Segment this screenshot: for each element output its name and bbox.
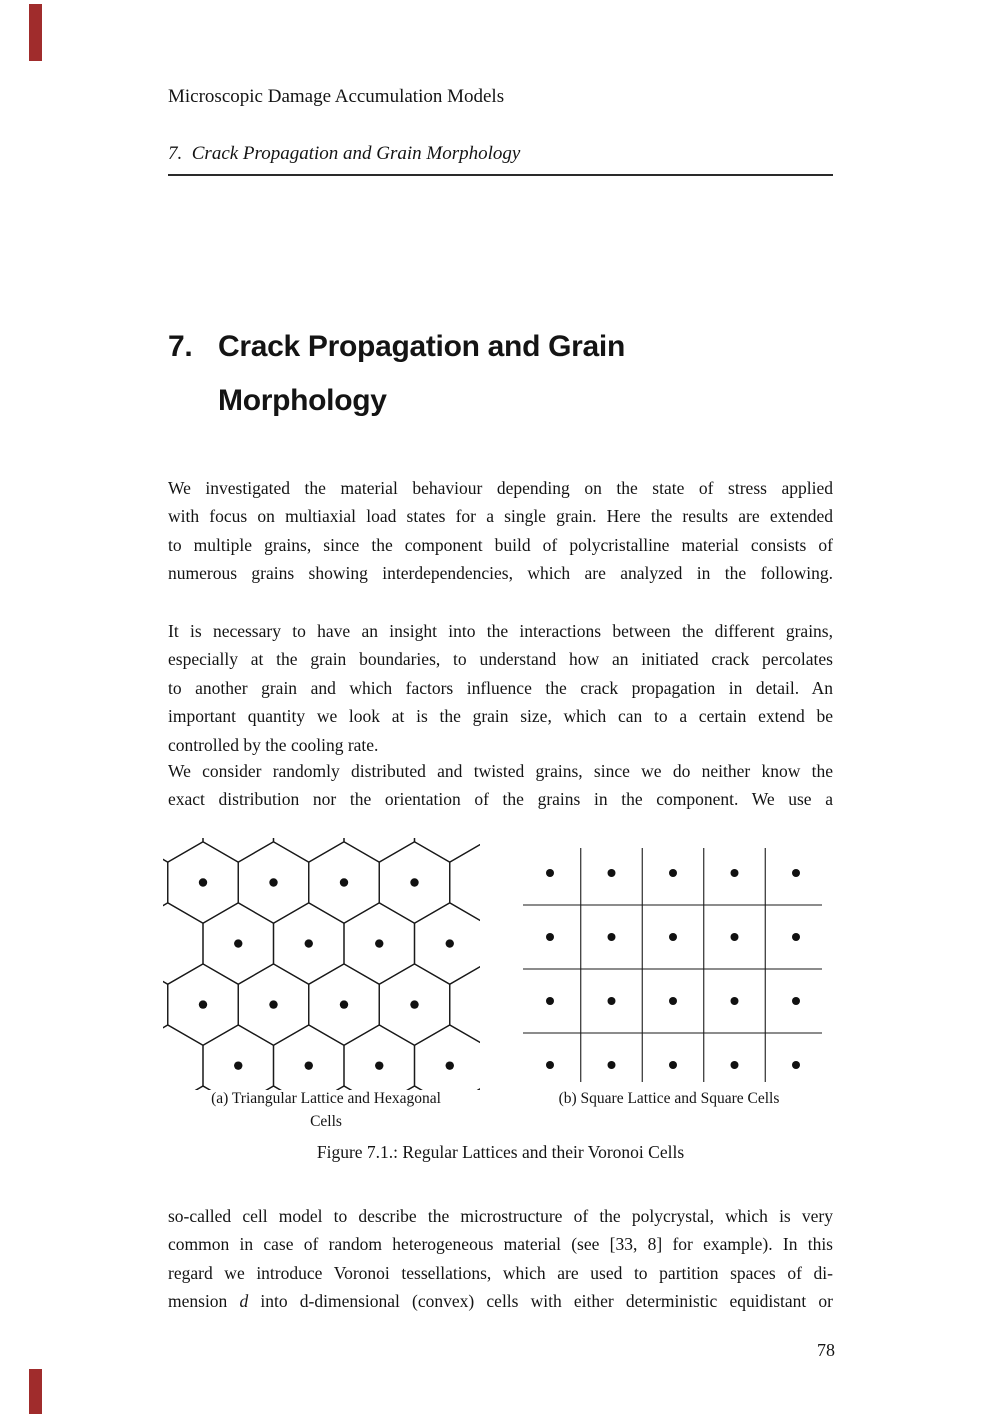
- lattice-point: [410, 878, 418, 886]
- lattice-point: [199, 1000, 207, 1008]
- paragraph-1: [168, 474, 833, 588]
- text-line: important quantity we look at is the grain size, which can to a certain extend be: [168, 706, 833, 727]
- text-line: exact distribution nor the orientation of the grains in the component. We use a: [168, 789, 833, 810]
- lattice-point: [669, 869, 677, 877]
- lattice-point: [410, 1000, 418, 1008]
- text-line: mension d into d-dimensional (convex) cells with either deterministic equidistant or: [168, 1291, 833, 1312]
- lattice-point: [669, 1061, 677, 1069]
- caption-b: (b) Square Lattice and Square Cells: [558, 1090, 780, 1107]
- hexagon-cell: [274, 1025, 345, 1090]
- lattice-point: [340, 1000, 348, 1008]
- page-number: 78: [817, 1340, 835, 1360]
- hexagon-cell: [163, 1025, 203, 1090]
- lattice-point: [792, 1061, 800, 1069]
- text-line: especially at the grain boundaries, to understand how an initiated crack percolates: [168, 649, 833, 670]
- text-line: to multiple grains, since the component build of polycristalline material consists of: [168, 534, 833, 555]
- lattice-point: [608, 1061, 616, 1069]
- text-line: It is necessary to have an insight into the interactions between the different grains,: [168, 621, 833, 641]
- lattice-point: [305, 1061, 313, 1069]
- hexagon-cell: [344, 838, 415, 862]
- lattice-point: [234, 1061, 242, 1069]
- lattice-point: [731, 933, 739, 941]
- hexagon-cell: [274, 838, 345, 862]
- caption-a-line2: Cells: [310, 1113, 342, 1130]
- lattice-point: [546, 869, 554, 877]
- lattice-point: [731, 1061, 739, 1069]
- lattice-point: [792, 933, 800, 941]
- paragraph-4: [168, 1202, 833, 1316]
- lattice-point: [792, 869, 800, 877]
- hexagonal-voronoi-figure: [163, 838, 480, 1090]
- lattice-point: [199, 878, 207, 886]
- lattice-point: [446, 939, 454, 947]
- lattice-point: [546, 933, 554, 941]
- left-margin-marker-top: [29, 4, 42, 61]
- hexagon-cell: [344, 1025, 415, 1090]
- lattice-point: [375, 1061, 383, 1069]
- caption-a: [166, 1087, 486, 1133]
- lattice-point: [375, 939, 383, 947]
- lattice-point: [446, 1061, 454, 1069]
- running-header-title: Microscopic Damage Accumulation Models: [168, 86, 505, 107]
- paragraph-2: [168, 617, 833, 759]
- chapter-title-line1: Crack Propagation and Grain: [218, 330, 625, 363]
- lattice-point: [731, 997, 739, 1005]
- lattice-point: [234, 939, 242, 947]
- hexagon-cell: [203, 838, 274, 862]
- chapter-number: 7.: [168, 330, 193, 363]
- chapter-heading: [168, 320, 868, 430]
- lattice-point: [731, 869, 739, 877]
- text-line: with focus on multiaxial load states for a single grain. Here the results are extended: [168, 506, 833, 527]
- header-rule: [168, 174, 833, 176]
- hexagon-cell: [415, 1025, 481, 1090]
- left-margin-marker-bottom: [29, 1369, 42, 1414]
- text-line: to another grain and which factors influence the crack propagation in detail. An: [168, 677, 833, 698]
- hexagon-cell: [163, 838, 203, 862]
- lattice-point: [792, 997, 800, 1005]
- hexagon-cell: [163, 903, 203, 984]
- hexagon-cell: [163, 964, 168, 1045]
- lattice-point: [608, 933, 616, 941]
- lattice-point: [269, 1000, 277, 1008]
- text-line: regard we introduce Voronoi tessellations, which are used to partition spaces of di-: [168, 1262, 833, 1283]
- text-line: so-called cell model to describe the microstructure of the polycrystal, which is very: [168, 1206, 833, 1226]
- lattice-point: [669, 933, 677, 941]
- running-header-chapter: 7. Crack Propagation and Grain Morphology: [168, 143, 521, 164]
- text-line: controlled by the cooling rate.: [168, 734, 379, 755]
- text-line: numerous grains showing interdependencies, which are analyzed in the following.: [168, 563, 833, 584]
- hexagon-cell: [203, 1025, 274, 1090]
- text-line: common in case of random heterogeneous material (see [33, 8] for example). In this: [168, 1234, 833, 1255]
- lattice-point: [608, 997, 616, 1005]
- lattice-point: [608, 869, 616, 877]
- lattice-point: [669, 997, 677, 1005]
- text-line: We consider randomly distributed and twisted grains, since we do neither know the: [168, 761, 833, 781]
- paragraph-3: [168, 757, 833, 814]
- caption-a-line1: (a) Triangular Lattice and Hexagonal: [211, 1090, 441, 1107]
- hexagon-cell: [163, 842, 168, 923]
- lattice-point: [305, 939, 313, 947]
- chapter-title-line2: Morphology: [218, 384, 387, 417]
- square-lattice-figure: [523, 848, 822, 1082]
- lattice-point: [546, 1061, 554, 1069]
- lattice-point: [340, 878, 348, 886]
- text-line: We investigated the material behaviour depending on the state of stress applied: [168, 478, 833, 498]
- lattice-point: [546, 997, 554, 1005]
- lattice-point: [269, 878, 277, 886]
- figure-caption: Figure 7.1.: Regular Lattices and their Voronoi Cells: [316, 1142, 685, 1162]
